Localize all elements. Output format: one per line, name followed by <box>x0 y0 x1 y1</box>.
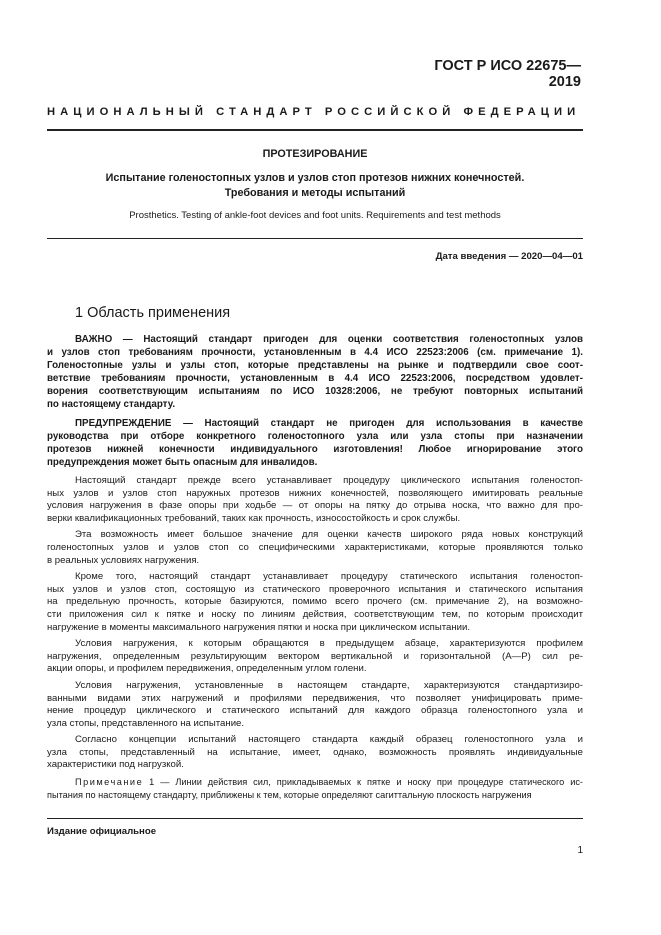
introduction-date: Дата введения — 2020—04—01 <box>435 251 583 262</box>
subtitle-line: Требования и методы испытаний <box>224 187 406 199</box>
document-title: ПРОТЕЗИРОВАНИЕ <box>262 148 368 160</box>
paragraph-line: Кроме того, настоящий стандарт устанавливает процедуру статического испытания голеностоп- <box>75 571 583 583</box>
warning-line: ПРЕДУПРЕЖДЕНИЕ — Настоящий стандарт не пригоден для использования в качестве <box>75 418 583 429</box>
paragraph-line: Настоящий стандарт прежде всего устанавливает процедуру циклического испытания голеностоп- <box>75 475 583 486</box>
english-title: Prosthetics. Testing of ankle-foot devices and foot units. Requirements and test methods <box>129 210 501 221</box>
section-heading: 1 Область применения <box>75 305 231 321</box>
note-line: пытания по настоящему стандарту, приближены к тем, которые определяют сагиттальную плоскость нагружения <box>47 789 532 800</box>
note <box>47 776 583 801</box>
edition-label: Издание официальное <box>47 826 157 837</box>
important-line: Голеностопные узлы и узлы стоп, которые представлены на рынке и подтвердили свое соот- <box>47 360 583 371</box>
page-number: 1 <box>577 845 583 856</box>
note-label: Примечание <box>75 777 144 788</box>
paragraph-line: ных узлов и узлов стоп, состоящую из статического проверочного испытания и статического испытания <box>47 583 583 595</box>
note-line <box>47 776 583 789</box>
important-line: и узлов стоп требованиям прочности, установленным в 4.4 ИСО 22523:2006 (см. примечание 1). <box>47 347 583 358</box>
national-standard-heading: НАЦИОНАЛЬНЫЙ СТАНДАРТ РОССИЙСКОЙ ФЕДЕРАЦИИ <box>47 106 581 118</box>
warning-line: протезов нижней конечности индивидуального изготовления! Любое игнорирование этого <box>47 444 583 455</box>
paragraph <box>47 571 583 634</box>
paragraph-line: в реальных условиях нагружения. <box>47 554 200 566</box>
standard-code: ГОСТ Р ИСО 22675—2019 <box>434 58 581 90</box>
paragraph-line: Согласно концепции испытаний настоящего стандарта каждый образец голеностопного узла и <box>75 734 583 746</box>
paragraph-line: сти приложения сил к пятке и носку по линиям действия, соответствующим тем, по которым происходит <box>47 608 583 620</box>
important-line: ВАЖНО — Настоящий стандарт пригоден для оценки соответствия голеностопных узлов <box>75 334 583 345</box>
title-divider <box>47 238 583 239</box>
paragraph-line: нагружение в моменты максимального нагружения пятки и носка при циклическом испытании. <box>47 621 471 633</box>
paragraph-line: на предельную прочность, которые базируются, помимо всего прочего (см. примечание 2), на возможно- <box>47 596 583 608</box>
paragraph-line: верки квалификационных требований, таких как прочность, износостойкость и срок службы. <box>47 512 461 524</box>
paragraph-line: ванными видами этих нагружений и профилями передвижения, что позволяет унифицировать приме- <box>47 692 583 704</box>
subtitle-line: Испытание голеностопных узлов и узлов стоп протезов нижних конечностей. <box>105 172 525 184</box>
footer-divider <box>47 818 583 819</box>
paragraph-line: Эта возможность имеет большое значение для оценки качеств широкого ряда новых конструкций <box>75 529 583 541</box>
important-line: ворения соответствующим испытаниям по ИСО 10328:2006, не требуют повторных испытаний <box>47 386 583 397</box>
note-text: 1 — Линии действия сил, прикладываемых к пятке и носку при процедуре статического ис- <box>143 777 583 788</box>
paragraph-line: условия нагружения в фазе опоры при ходьбе — от опоры на пятку до отрыва носка, что важно для про- <box>47 500 583 512</box>
important-line: ветствие требованиям прочности, установленным в 4.4 ИСО 22523:2006, посредством удовлет- <box>47 373 583 384</box>
important-line: по настоящему стандарту. <box>47 399 176 410</box>
paragraph-line: голеностопных узлов и узлов стоп со специфическими характеристиками, которые проявляются только <box>47 541 583 553</box>
paragraph <box>47 680 583 730</box>
document-subtitle <box>47 171 583 201</box>
paragraph-line: характеристики под нагрузкой. <box>47 759 184 771</box>
paragraph <box>47 475 583 525</box>
header-divider <box>47 129 583 131</box>
section-body <box>47 333 583 805</box>
paragraph-line: Условия нагружения, установленные в настоящем стандарте, характеризуются стандартизиро- <box>75 679 583 691</box>
important-notice <box>47 333 583 411</box>
warning-line: предупреждения может быть опасным для инвалидов. <box>47 457 318 468</box>
warning-notice <box>47 417 583 469</box>
warning-line: руководства при отборе конкретного голеностопного узла или узла стопы при назначении <box>47 431 583 442</box>
paragraph <box>47 529 583 567</box>
paragraph <box>47 734 583 772</box>
paragraph-line: Условия нагружения, к которым обращаются в предыдущем абзаце, характеризуются профилем <box>75 638 583 650</box>
paragraph-line: ных узлов и узлов стоп наружных протезов нижних конечностей, позволяющего имитировать реальные <box>47 487 583 499</box>
paragraph-line: узла стопы, представленного на испытание. <box>47 717 245 729</box>
paragraph-line: нение процедур циклического и статического испытаний для каждого образца голеностопного узла и <box>47 705 583 717</box>
paragraph <box>47 638 583 676</box>
paragraph-line: акции опоры, и профилем передвижения, определенным углом голени. <box>47 663 367 675</box>
paragraph-line: узла стопы, представленный на испытание, имеет, однако, возможность проявлять индивидуальные <box>47 746 583 758</box>
paragraph-line: нагружения, определенным результирующим вектором вертикальной и горизонтальной (A—P) сил ре- <box>47 650 583 662</box>
